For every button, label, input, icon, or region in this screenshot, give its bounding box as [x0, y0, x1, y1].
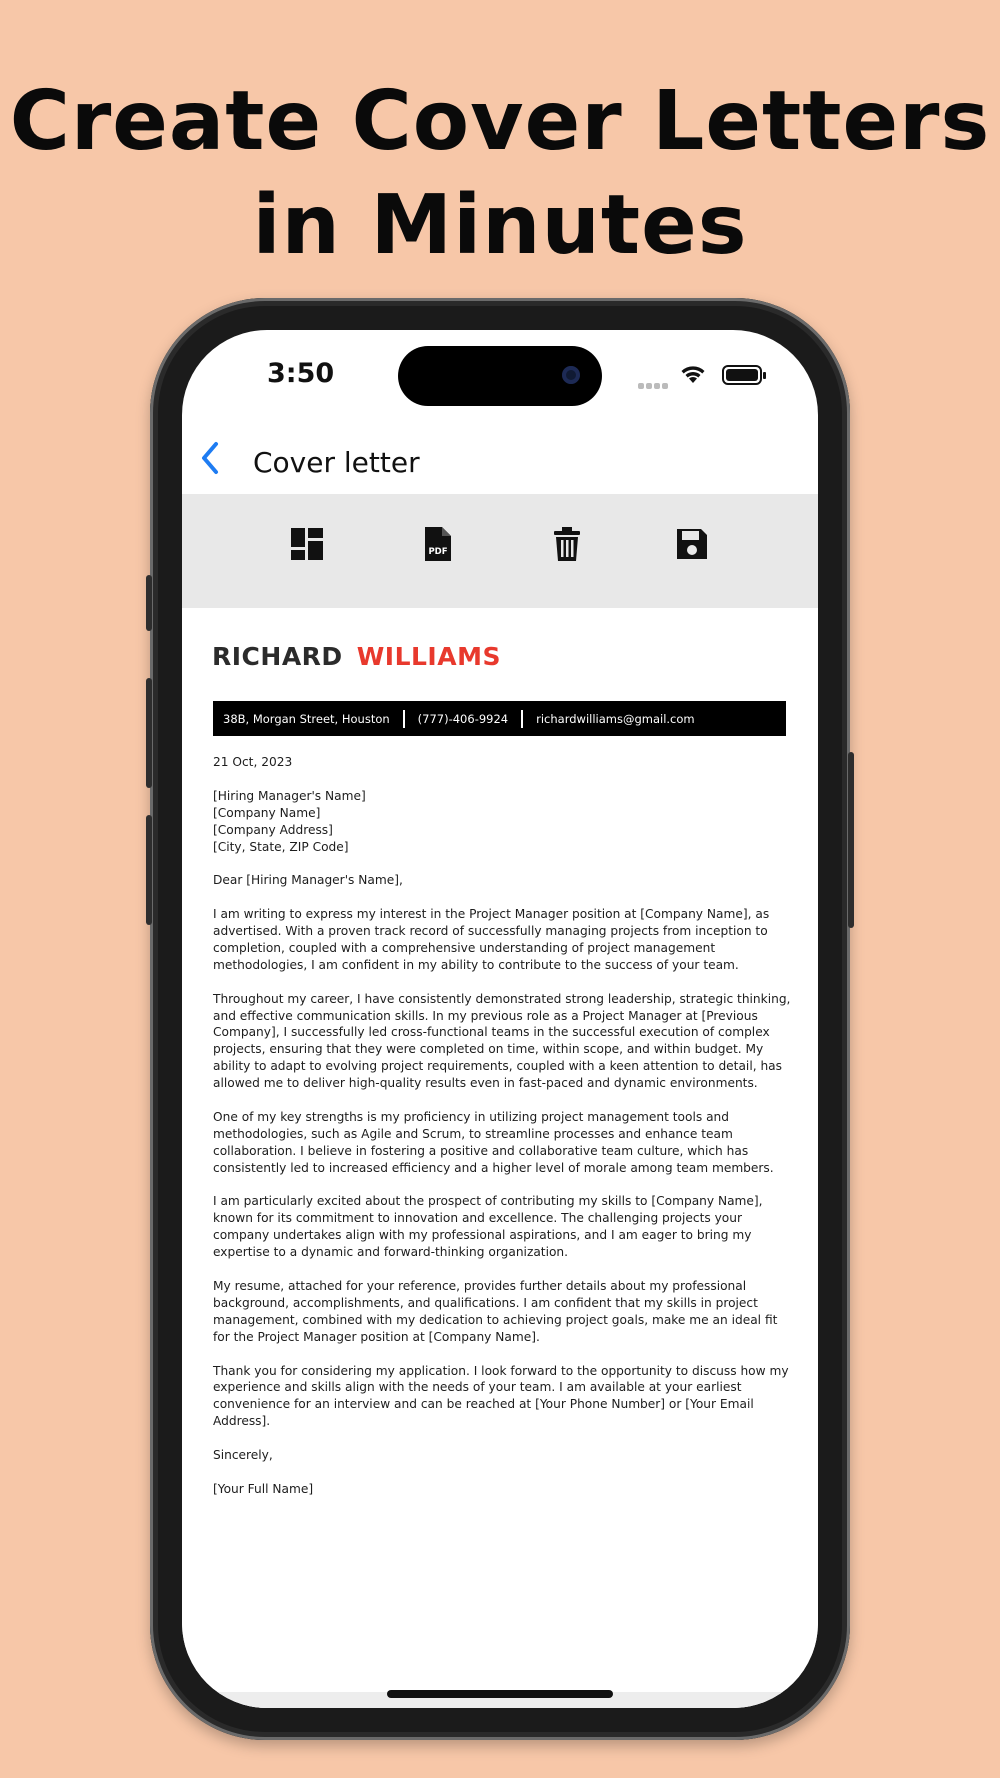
- recipient-line: [City, State, ZIP Code]: [213, 839, 349, 854]
- applicant-name: [212, 642, 501, 671]
- body-paragraph: One of my key strengths is my proficiency in utilizing project management tools and methodologies, such as Agile and Scrum, to streamline processes and enhance team collaboration. I believe in fostering a positive and collaborative team culture, which has consistently led to increased efficiency and a higher level of morale among team members.: [213, 1109, 774, 1175]
- cover-letter-document: [182, 608, 818, 1708]
- template-grid-icon: [289, 526, 325, 562]
- recipient-line: [Company Name]: [213, 805, 321, 820]
- headline-line-2: in Minutes: [252, 178, 748, 273]
- body-paragraph: Throughout my career, I have consistently demonstrated strong leadership, strategic thinking, and effective communication skills. In my previous role as a Project Manager at [Previous Company], I successfully led cross-functional teams in the successful execution of complex projects, ensuring that they were completed on time, within scope, and within budget. My ability to adapt to evolving project requirements, coupled with a keen attention to detail, has allowed me to deliver high-quality results even in fast-paced and dynamic environments.: [213, 991, 791, 1091]
- contact-phone: (777)-406-9924: [417, 711, 509, 726]
- body-paragraph: I am writing to express my interest in the Project Manager position at [Company Name], as advertised. With a proven track record of successfully managing projects from inception to completion, coupled with a comprehensive understanding of project management methodologies, I am confident in my ability to contribute to the success of your team.: [213, 907, 770, 972]
- headline-line-1: Create Cover Letters: [9, 74, 991, 169]
- last-name: WILLIAMS: [356, 642, 501, 671]
- first-name: RICHARD: [212, 642, 343, 671]
- letter-body: [213, 754, 793, 1515]
- cellular-signal-icon: [638, 374, 674, 382]
- pdf-file-icon: [422, 525, 454, 563]
- template-button[interactable]: [287, 522, 327, 566]
- status-bar: [182, 330, 818, 410]
- volume-up-button: [146, 678, 152, 788]
- save-button[interactable]: [672, 522, 712, 566]
- back-button[interactable]: [196, 438, 236, 488]
- power-button: [848, 752, 854, 928]
- recipient-block: [213, 788, 793, 856]
- promo-headline: [0, 70, 1000, 278]
- divider: [403, 710, 405, 728]
- phone-screen: [182, 330, 818, 1708]
- contact-bar: [213, 701, 786, 736]
- chevron-left-icon: [196, 438, 226, 478]
- delete-button[interactable]: [547, 522, 587, 566]
- contact-address: 38B, Morgan Street, Houston: [223, 711, 390, 726]
- action-toolbar: [182, 494, 818, 608]
- volume-down-button: [146, 815, 152, 925]
- body-paragraph: I am particularly excited about the prospect of contributing my skills to [Company Name], known for its commitment to innovation and excellence. The challenging projects your company undertakes align with my professional aspirations, and I am eager to bring my expertise to a dynamic and forward-thinking organization.: [213, 1194, 763, 1260]
- recipient-line: [Hiring Manager's Name]: [213, 788, 366, 803]
- divider: [521, 710, 523, 728]
- greeting: Dear [Hiring Manager's Name],: [213, 873, 403, 888]
- page-title: Cover letter: [253, 446, 420, 479]
- export-pdf-button[interactable]: [418, 522, 458, 566]
- save-floppy-icon: [675, 527, 709, 561]
- camera-icon: [562, 366, 580, 384]
- letter-date: 21 Oct, 2023: [213, 755, 293, 769]
- wifi-icon: [678, 363, 708, 389]
- closing: Sincerely,: [213, 1448, 273, 1463]
- recipient-line: [Company Address]: [213, 822, 333, 837]
- signature: [Your Full Name]: [213, 1481, 314, 1496]
- status-time: 3:50: [267, 358, 335, 389]
- trash-icon: [552, 526, 582, 562]
- dynamic-island: [398, 346, 602, 406]
- mute-switch: [146, 575, 152, 631]
- contact-email: richardwilliams@gmail.com: [536, 711, 695, 726]
- svg-text:PDF: PDF: [428, 547, 448, 557]
- body-paragraph: My resume, attached for your reference, provides further details about my professional background, accomplishments, and qualifications. I am confident that my skills in project management, combined with my dedication to achieving project goals, make me an ideal fit for the Project Manager position at [Company Name].: [213, 1278, 778, 1344]
- home-indicator[interactable]: [387, 1690, 613, 1698]
- body-paragraph: Thank you for considering my application. I look forward to the opportunity to discuss how my experience and skills align with the needs of your team. I am available at your earliest convenience for an interview and can be reached at [Your Phone Number] or [Your Email Address].: [213, 1363, 789, 1429]
- battery-icon: [722, 365, 762, 385]
